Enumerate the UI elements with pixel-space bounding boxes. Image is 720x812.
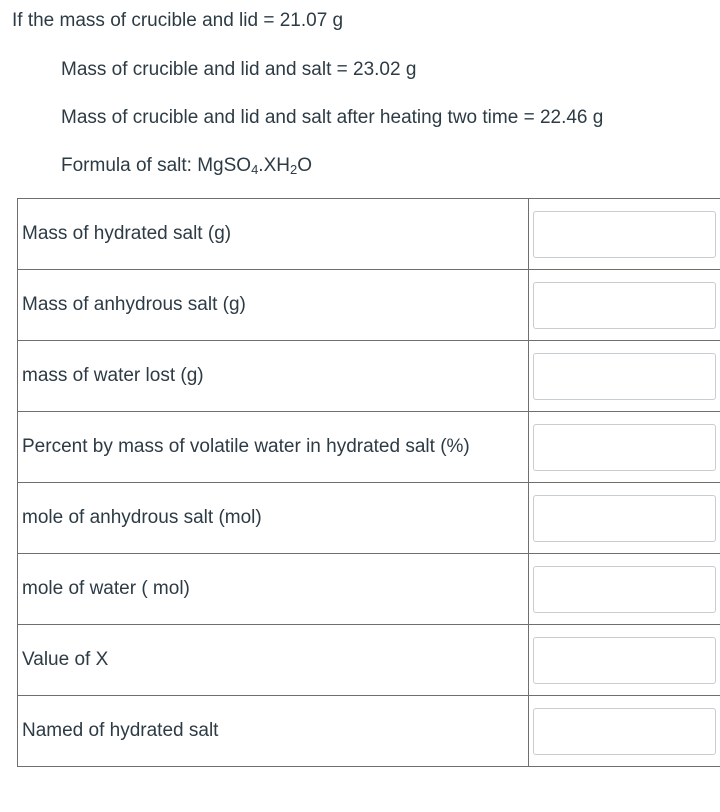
crucible-lid-salt-mass-text: Mass of crucible and lid and salt = 23.02 g (61, 59, 417, 80)
table-row (18, 483, 720, 554)
answer-cell (529, 625, 720, 696)
answer-cell (529, 341, 720, 412)
table-row (18, 199, 720, 270)
formula-prefix: Formula of salt: MgSO (61, 155, 252, 176)
row-label: mass of water lost (g) (18, 341, 529, 412)
water-moles-input[interactable] (533, 566, 716, 613)
row-label: Percent by mass of volatile water in hydrated salt (%) (18, 412, 529, 483)
formula-suffix: O (297, 155, 312, 176)
after-heating-mass-text: Mass of crucible and lid and salt after heating two time = 22.46 g (61, 107, 604, 128)
answer-cell (529, 199, 720, 270)
crucible-lid-mass-text: If the mass of crucible and lid = 21.07 g (12, 10, 344, 31)
table-row (18, 341, 720, 412)
row-label: Named of hydrated salt (18, 696, 529, 767)
row-label: mole of water ( mol) (18, 554, 529, 625)
answer-cell (529, 412, 720, 483)
answer-cell (529, 483, 720, 554)
table-row (18, 412, 720, 483)
anhydrous-salt-moles-input[interactable] (533, 495, 716, 542)
hydrated-salt-mass-input[interactable] (533, 211, 716, 258)
formula-subscript-4: 4 (251, 162, 259, 177)
row-label: Mass of hydrated salt (g) (18, 199, 529, 270)
table-row (18, 696, 720, 767)
row-label: mole of anhydrous salt (mol) (18, 483, 529, 554)
water-lost-mass-input[interactable] (533, 353, 716, 400)
answer-table (17, 198, 720, 767)
formula-subscript-2: 2 (289, 162, 298, 177)
percent-water-input[interactable] (533, 424, 716, 471)
table-row (18, 554, 720, 625)
answer-cell (529, 696, 720, 767)
answer-cell (529, 554, 720, 625)
row-label: Mass of anhydrous salt (g) (18, 270, 529, 341)
table-row (18, 625, 720, 696)
row-label: Value of X (18, 625, 529, 696)
hydrated-salt-name-input[interactable] (533, 708, 716, 755)
answer-cell (529, 270, 720, 341)
salt-formula-text (61, 154, 312, 178)
formula-middle: .XH (258, 155, 290, 176)
x-value-input[interactable] (533, 637, 716, 684)
table-row (18, 270, 720, 341)
anhydrous-salt-mass-input[interactable] (533, 282, 716, 329)
